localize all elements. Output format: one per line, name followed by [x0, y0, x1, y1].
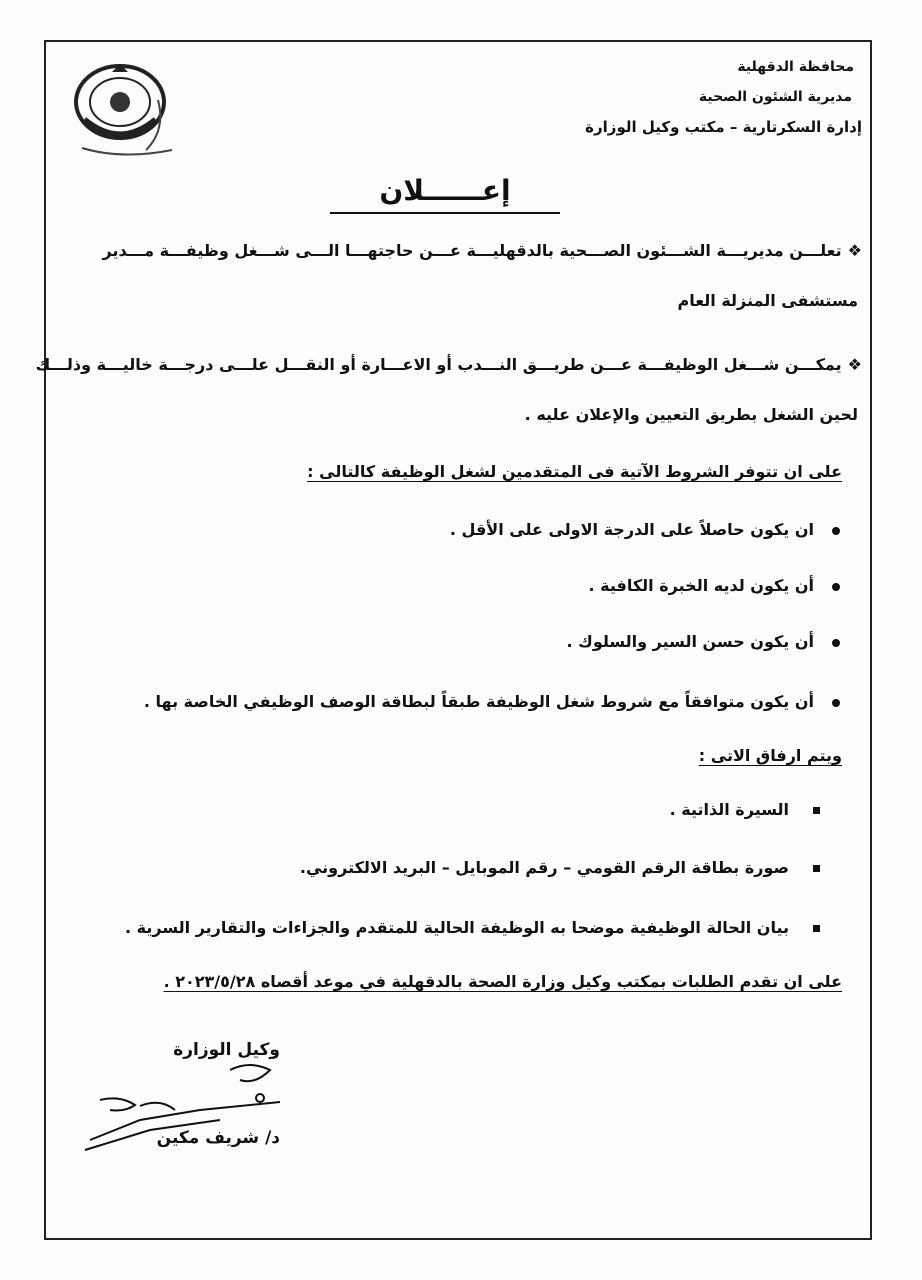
attachment-item-3: بيان الحالة الوظيفية موضحا به الوظيفة الحالية للمتقدم والجزاءات والتقارير السرية .	[125, 918, 820, 937]
directorate-name: مديرية الشئون الصحية	[698, 89, 852, 105]
bullet-dot-icon	[832, 527, 840, 535]
intro-paragraph-2	[35, 350, 862, 430]
title-underline	[330, 212, 560, 214]
condition-item-4: أن يكون متوافقاً مع شروط شغل الوظيفة طبقاً لبطاقة الوصف الوظيفي الخاصة بها .	[144, 692, 840, 711]
condition-item-1: ان يكون حاصلاً على الدرجة الاولى على الأقل .	[450, 520, 840, 539]
application-deadline: على ان تقدم الطلبات بمكتب وكيل وزارة الصحة بالدقهلية في موعد أقصاه ٢٠٢٣/٥/٢٨ .	[163, 972, 842, 991]
condition-item-2: أن يكون لديه الخبرة الكافية .	[589, 576, 841, 595]
diamond-bullet-icon: ❖	[847, 241, 862, 260]
condition-item-3: أن يكون حسن السير والسلوك .	[567, 632, 840, 651]
department-name: إدارة السكرتارية – مكتب وكيل الوزارة	[585, 118, 862, 136]
attachment-item-1: السيرة الذاتية .	[670, 800, 820, 819]
bullet-dot-icon	[832, 639, 840, 647]
intro-paragraph-1	[52, 236, 862, 316]
attachment-item-2: صورة بطاقة الرقم القومي – رقم الموبايل – البريد الالكتروني.	[300, 858, 820, 877]
bullet-dot-icon	[832, 583, 840, 591]
letterhead	[562, 52, 862, 142]
diamond-bullet-icon: ❖	[847, 355, 862, 374]
square-bullet-icon	[813, 807, 820, 814]
attachments-heading: ويتم ارفاق الاتى :	[698, 746, 842, 765]
conditions-heading: على ان تتوفر الشروط الآتية فى المتقدمين لشغل الوظيفة كالتالى :	[307, 462, 842, 481]
announcement-title: إعــــــلان	[379, 174, 511, 207]
square-bullet-icon	[813, 865, 820, 872]
bullet-dot-icon	[832, 699, 840, 707]
intro-1-line-1: تعلـــن مديريـــة الشـــئون الصـــحية بالدقهليـــة عـــن حاجتهـــا الـــى شـــغل وظيفـــة مـــدير	[102, 241, 842, 260]
intro-2-line-2: لحين الشغل بطريق التعيين والإعلان عليه .	[524, 405, 858, 424]
handwritten-signature	[80, 1040, 280, 1170]
square-bullet-icon	[813, 925, 820, 932]
official-seal-logo	[62, 60, 192, 160]
signature-block	[80, 1040, 280, 1170]
signatory-name: د/ شريف مكين	[156, 1128, 280, 1148]
signatory-title: وكيل الوزارة	[173, 1040, 280, 1060]
intro-2-line-1: يمكـــن شـــغل الوظيفـــة عـــن طريـــق النـــدب أو الاعـــارة أو النقـــل علـــى درجـــة خاليـــة وذلـــك	[35, 355, 842, 374]
governorate-name: محافظة الدقهلية	[737, 59, 854, 75]
intro-1-line-2: مستشفى المنزلة العام	[677, 291, 858, 310]
